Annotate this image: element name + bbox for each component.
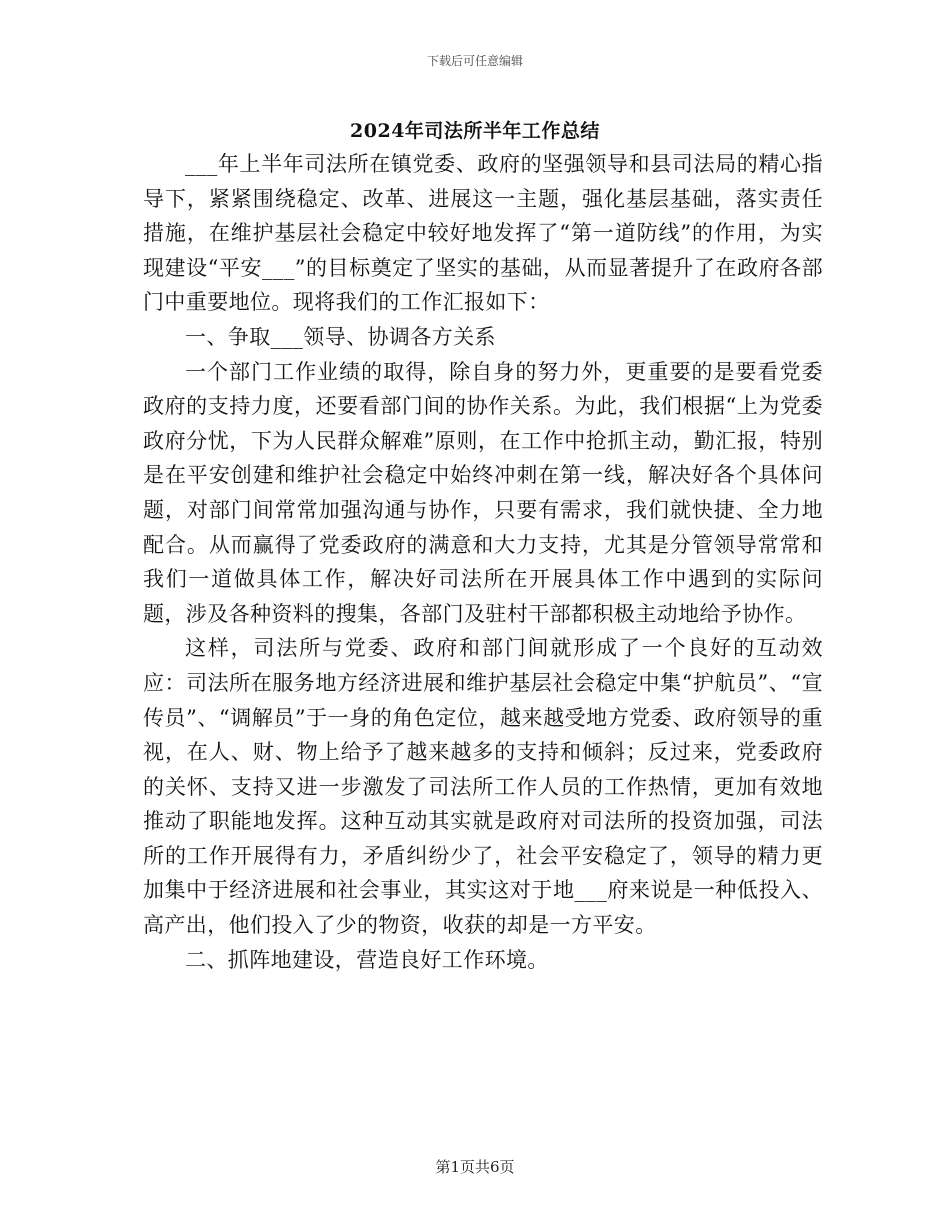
- intro-paragraph: ___年上半年司法所在镇党委、政府的坚强领导和县司法局的精心指导下，紧紧围绕稳定、改革、进展这一主题，强化基层基础，落实责任措施，在维护基层社会稳定中较好地发挥了“第一道防线”的作用，为实现建设“平安___”的目标奠定了坚实的基础，从而显著提升了在政府各部门中重要地位。现将我们的工作汇报如下：: [143, 152, 823, 315]
- page-header-note: 下载后可任意编辑: [426, 54, 523, 68]
- body-paragraph: 一个部门工作业绩的取得，除自身的努力外，更重要的是要看党委政府的支持力度，还要看部门间的协作关系。为此，我们根据“上为党委政府分忧，下为人民群众解难”原则，在工作中抢抓主动，勤汇报，特别是在平安创建和维护社会稳定中始终冲刺在第一线，解决好各个具体问题，对部门间常常加强沟通与协作，只要有需求，我们就快捷、全力地配合。从而赢得了党委政府的满意和大力支持，尤其是分管领导常常和我们一道做具体工作，解决好司法所在开展具体工作中遇到的实际问题，涉及各种资料的搜集，各部门及驻村干部都积极主动地给予协作。: [143, 359, 823, 626]
- document-title: 2024年司法所半年工作总结: [350, 120, 600, 142]
- section-heading-1: 一、争取___领导、协调各方关系: [185, 324, 496, 349]
- page-number-footer: 第1页共6页: [435, 1158, 515, 1176]
- section-heading-2: 二、抓阵地建设，营造良好工作环境。: [185, 947, 549, 972]
- body-paragraph: 这样，司法所与党委、政府和部门间就形成了一个良好的互动效应：司法所在服务地方经济进展和维护基层社会稳定中集“护航员”、“宣传员”、“调解员”于一身的角色定位，越来越受地方党委、政府领导的重视，在人、财、物上给予了越来越多的支持和倾斜；反过来，党委政府的关怀、支持又进一步激发了司法所工作人员的工作热情，更加有效地推动了职能地发挥。这种互动其实就是政府对司法所的投资加强，司法所的工作开展得有力，矛盾纠纷少了，社会平安稳定了，领导的精力更加集中于经济进展和社会事业，其实这对于地___府来说是一种低投入、高产出，他们投入了少的物资，收获的却是一方平安。: [143, 636, 823, 938]
- document-body: [143, 147, 823, 977]
